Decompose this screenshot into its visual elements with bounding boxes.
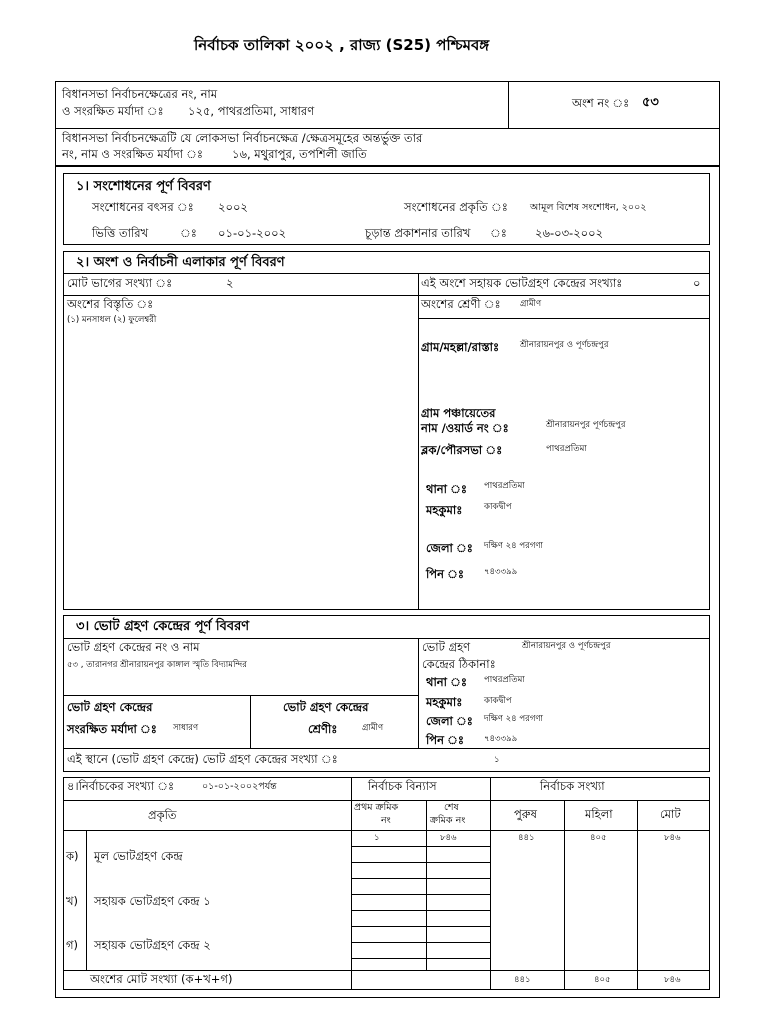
polling-district-value: দক্ষিণ ২৪ পরগণা bbox=[484, 714, 543, 724]
revision-heading: ১। সংশোধনের পূর্ণ বিবরণ bbox=[76, 179, 211, 194]
reserved-value: সাধারণ bbox=[173, 723, 199, 733]
electors-heading-date: ০১-০১-২০০২পর্যন্ত bbox=[202, 781, 277, 792]
address-label-2: কেন্দ্রের ঠিকানাঃ bbox=[422, 657, 496, 671]
count-header-label: নির্বাচক সংখ্যা bbox=[540, 779, 605, 793]
total-row-total: ৮৪৬ bbox=[664, 975, 681, 985]
part-area-heading: ২। অংশ ও নির্বাচনী এলাকার পূর্ণ বিবরণ bbox=[76, 255, 285, 270]
col-female: মহিলা bbox=[585, 807, 613, 821]
final-pub-colon: ঃ bbox=[490, 226, 507, 240]
row-name: মূল ভোটগ্রহণ কেন্দ্র bbox=[94, 849, 183, 863]
total-row-name: অংশের মোট সংখ্যা (ক+খ+গ) bbox=[90, 972, 233, 986]
district-value: দক্ষিণ ২৪ পরগণা bbox=[484, 541, 543, 551]
aux-booths-value: ০ bbox=[693, 276, 701, 290]
aux-booths-label: এই অংশে সহায়ক ভোটগ্রহণ কেন্দ্রের সংখ্যাঃ bbox=[421, 276, 623, 290]
row-name: সহায়ক ভোটগ্রহণ কেন্দ্র ২ bbox=[94, 938, 211, 952]
page-title: নির্বাচক তালিকা ২০০২ , রাজ্য (S25) পশ্চিমবঙ্গ bbox=[194, 36, 490, 54]
type-label-2: শ্রেণীঃ bbox=[308, 722, 338, 736]
final-pub-label: চূড়ান্ত প্রকাশনার তারিখ bbox=[365, 226, 471, 240]
extent-label: অংশের বিস্তৃতি ঃ bbox=[67, 297, 154, 311]
station-value: ৫৩ , তারানগর শ্রীনারায়নপুর কাঙ্গাল স্মৃতি বিদ্যামন্দির bbox=[67, 660, 247, 670]
ac-label-2: ও সংরক্ষিত মর্যাদা ঃ bbox=[62, 104, 164, 118]
col-first-1: প্রথম ক্রমিক bbox=[354, 802, 399, 813]
subdiv-value: কাকদ্বীপ bbox=[484, 502, 512, 512]
total-row-male: ৪৪১ bbox=[514, 975, 531, 985]
polling-subdiv-label: মহকুমাঃ bbox=[426, 695, 463, 709]
gp-label-2: নাম /ওয়ার্ড নং ঃ bbox=[421, 421, 509, 435]
polling-heading: ৩। ভোট গ্রহণ কেন্দ্রের পূর্ণ বিবরণ bbox=[76, 619, 250, 634]
electors-heading-label: ৪।নির্বাচকের সংখ্যা ঃ bbox=[67, 779, 175, 793]
part-value: ৫৩ bbox=[642, 95, 659, 110]
count-value: ১ bbox=[494, 755, 500, 765]
ps-value: পাথরপ্রতিমা bbox=[484, 481, 525, 491]
pin-value: ৭৪৩৩৯৯ bbox=[484, 567, 518, 577]
polling-subdiv-value: কাকদ্বীপ bbox=[484, 696, 512, 706]
part-area-section bbox=[63, 251, 710, 610]
final-pub-value: ২৬-০৩-২০০২ bbox=[535, 226, 604, 240]
block-label: ব্লক/পৌরসভা ঃ bbox=[421, 443, 503, 457]
district-label: জেলা ঃ bbox=[426, 541, 473, 555]
base-date-value: ০১-০১-২০০২ bbox=[218, 226, 287, 240]
village-label: গ্রাম/মহল্লা/রাস্তাঃ bbox=[421, 340, 500, 354]
revision-year-value: ২০০২ bbox=[218, 200, 248, 214]
category-label: অংশের শ্রেণী ঃ bbox=[421, 297, 501, 311]
distribution-label: নির্বাচক বিন্যাস bbox=[368, 779, 437, 793]
row-id: খ) bbox=[66, 894, 79, 908]
address-value: শ্রীনারায়নপুর ও পূর্ণচন্দ্রপুর bbox=[522, 641, 611, 651]
base-date-colon: ঃ bbox=[180, 226, 197, 240]
extent-value: (১) মনসাধল (২) ফুলেশ্বরী bbox=[67, 315, 157, 325]
col-nature: প্রকৃতি bbox=[148, 808, 177, 822]
col-first-2: নং bbox=[381, 815, 391, 826]
block-value: পাথরপ্রতিমা bbox=[546, 444, 587, 454]
row-total: ৮৪৬ bbox=[664, 833, 681, 843]
col-male: পুরুষ bbox=[514, 807, 537, 821]
polling-ps-value: পাথরপ্রতিমা bbox=[484, 675, 525, 685]
row-female: ৪০৫ bbox=[590, 833, 607, 843]
pc-value: ১৬, মথুরাপুর, তপশিলী জাতি bbox=[232, 147, 367, 161]
total-sections-value: ২ bbox=[226, 276, 234, 290]
type-value: গ্রামীণ bbox=[362, 723, 384, 733]
ps-label: থানা ঃ bbox=[426, 482, 468, 496]
gp-label-1: গ্রাম পঞ্চায়েতের bbox=[421, 406, 496, 420]
type-label-1: ভোট গ্রহণ কেন্দ্রের bbox=[283, 700, 369, 714]
revision-nature-value: আমূল বিশেষ সংশোধন, ২০০২ bbox=[530, 202, 647, 213]
reserved-label-2: সংরক্ষিত মর্যাদা ঃ bbox=[67, 722, 157, 736]
total-row-female: ৪০৫ bbox=[594, 975, 611, 985]
row-name: সহায়ক ভোটগ্রহণ কেন্দ্র ১ bbox=[94, 894, 211, 908]
ac-label-1: বিধানসভা নির্বাচনক্ষেত্রের নং, নাম bbox=[62, 87, 218, 101]
row-male: ৪৪১ bbox=[518, 833, 535, 843]
row-first: ১ bbox=[374, 833, 380, 843]
base-date-label: ভিত্তি তারিখ bbox=[92, 226, 149, 240]
pc-label-1: বিধানসভা নির্বাচনক্ষেত্রটি যে লোকসভা নির্বাচনক্ষেত্র /ক্ষেত্রসমূহের অন্তর্ভুক্ত তার bbox=[62, 131, 423, 145]
col-last-1: শেষ bbox=[444, 802, 459, 813]
category-value: গ্রামীণ bbox=[520, 299, 542, 309]
reserved-label-1: ভোট গ্রহণ কেন্দ্রের bbox=[67, 700, 153, 714]
part-label: অংশ নং ঃ bbox=[572, 96, 630, 110]
station-label: ভোট গ্রহণ কেন্দ্রের নং ও নাম bbox=[67, 640, 200, 654]
row-last: ৮৪৬ bbox=[440, 833, 457, 843]
polling-pin-value: ৭৪৩৩৯৯ bbox=[484, 734, 518, 744]
revision-year-label: সংশোধনের বৎসর ঃ bbox=[92, 200, 194, 214]
ac-value: ১২৫, পাথরপ্রতিমা, সাধারণ bbox=[188, 104, 315, 118]
total-sections-label: মোট ভাগের সংখ্যা ঃ bbox=[67, 276, 173, 290]
pin-label: পিন ঃ bbox=[426, 567, 465, 581]
village-value: শ্রীনারায়নপুর ও পূর্ণচন্দ্রপুর bbox=[520, 340, 609, 350]
count-label: এই স্থানে (ভোট গ্রহণ কেন্দ্রে) ভোট গ্রহণ কেন্দ্রের সংখ্যা ঃ bbox=[67, 752, 338, 766]
revision-nature-label: সংশোধনের প্রকৃতি ঃ bbox=[404, 200, 508, 214]
pc-label-2: নং, নাম ও সংরক্ষিত মর্যাদা ঃ bbox=[62, 147, 204, 161]
col-total: মোট bbox=[660, 807, 681, 821]
polling-district-label: জেলা ঃ bbox=[426, 714, 473, 728]
polling-ps-label: থানা ঃ bbox=[426, 675, 468, 689]
polling-pin-label: পিন ঃ bbox=[426, 733, 465, 747]
subdiv-label: মহকুমাঃ bbox=[426, 503, 463, 517]
row-id: ক) bbox=[66, 849, 79, 863]
gp-value: শ্রীনারায়নপুর পূর্ণচন্দ্রপুর bbox=[546, 420, 626, 430]
col-last-2: ক্রমিক নং bbox=[430, 815, 466, 826]
row-id: গ) bbox=[66, 938, 79, 952]
address-label-1: ভোট গ্রহণ bbox=[422, 640, 471, 654]
